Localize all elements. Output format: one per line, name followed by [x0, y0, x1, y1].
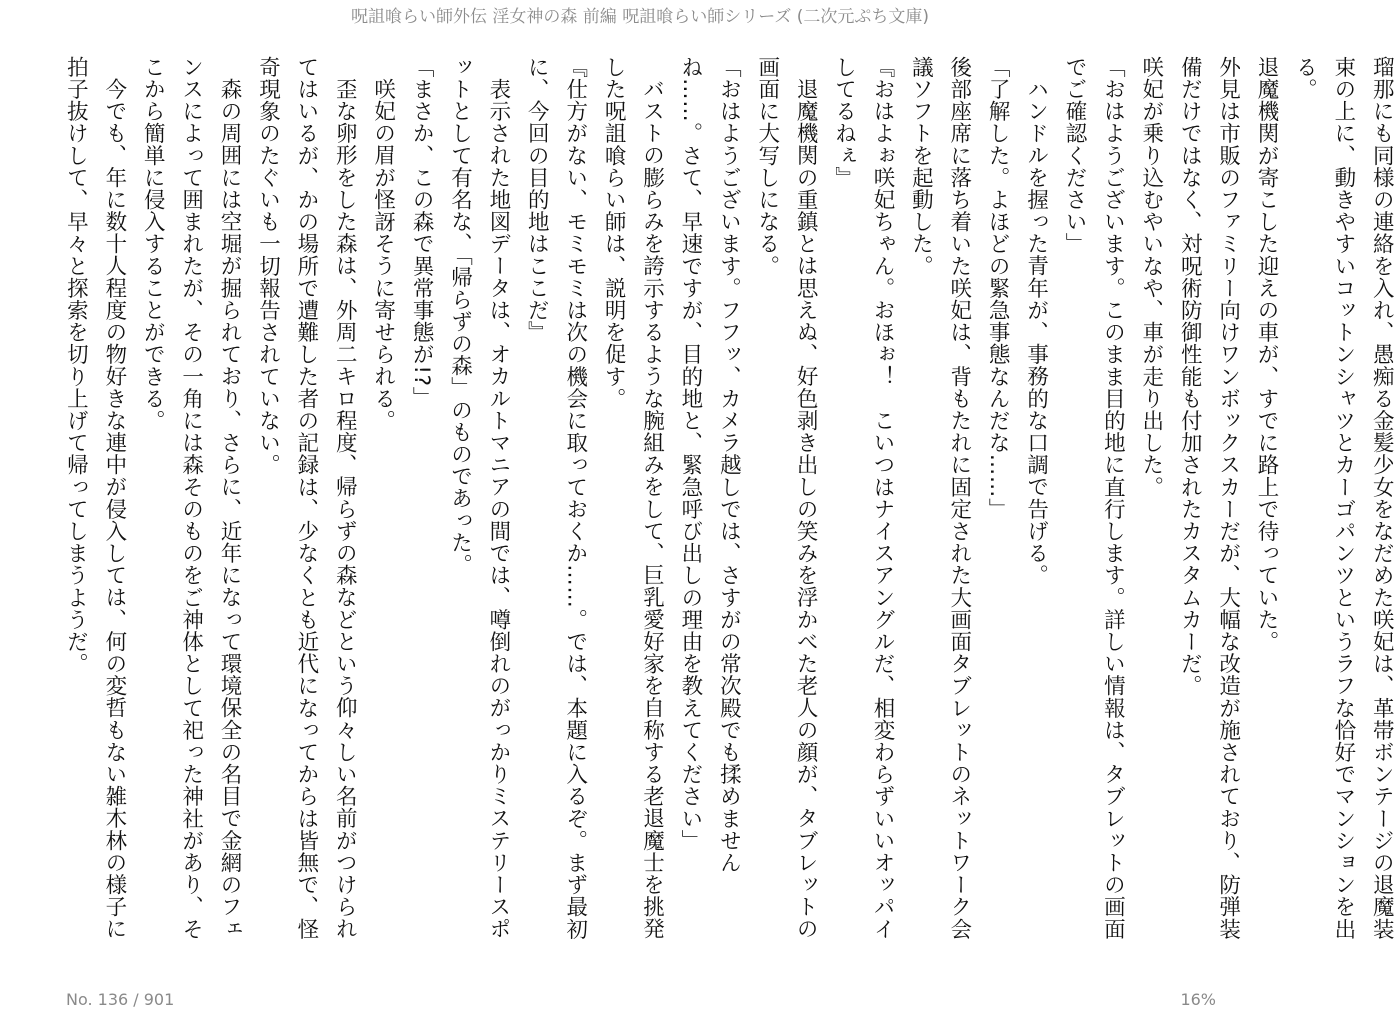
reading-pane[interactable] [56, 56, 1395, 956]
book-title: 呪詛喰らい師外伝 淫女神の森 前編 呪詛喰らい師シリーズ (二次元ぷち文庫) [350, 7, 930, 27]
location-indicator: No. 136 / 901 [66, 990, 175, 1009]
paragraph: 「おはようございます。フフッ、カメラ越しでは、さすがの常次殿でも揉めませんね……。さて、早速ですが、目的地と、緊急呼び出しの理由を教えてください」 [677, 56, 742, 874]
paragraph: 退魔機関の重鎮とは思えぬ、好色剥き出しの笑みを浮かべた老人の顔が、タブレットの画面に大写しになる。 [754, 56, 819, 940]
paragraph: 「了解した。よほどの緊急事態なんだな……」 [985, 56, 1011, 521]
paragraph: 咲妃が乗り込むやいなや、車が走り出した。 [1138, 56, 1164, 498]
paragraph: ハンドルを握った青年が、事務的な口調で告げる。 [1023, 77, 1049, 586]
page-text [56, 56, 1400, 948]
paragraph: 表示された地図データは、オカルトマニアの間では、噂倒れのがっかりミステリースポットとして有名な、「帰らずの森」のものであった。 [447, 56, 511, 940]
progress-percent: 16% [1180, 990, 1216, 1009]
paragraph: 『おはよぉ咲妃ちゃん。おほぉ！ こいつはナイスアングルだ、相変わらずいいオッパイしてるねぇ』 [831, 56, 895, 940]
paragraph: 『仕方がない、モミモミは次の機会に取っておくか……。では、本題に入るぞ。まず最初に、今回の目的地はここだ』 [524, 56, 588, 940]
paragraph: 咲妃の眉が怪訝そうに寄せられる。 [370, 77, 396, 432]
paragraph: 退魔機関が寄こした迎えの車が、すでに路上で待っていた。 [1254, 56, 1279, 653]
paragraph: バストの膨らみを誇示するような腕組みをして、巨乳愛好家を自称する老退魔士を挑発した呪詛喰らい師は、説明を促す。 [601, 56, 665, 940]
paragraph: 歪な卵形をした森は、外周二キロ程度、帰らずの森などという仰々しい名前がつけられてはいるが、かの場所で遭難した者の記録は、少なくとも近代になってからは皆無で、怪奇現象のたぐいも一切報告されていない。 [255, 56, 358, 940]
paragraph: 今でも、年に数十人程度の物好きな連中が侵入しては、何の変哲もない雑木林の様子に拍子抜けして、早々と探索を切り上げて帰ってしまうようだ。 [63, 56, 127, 940]
paragraph: 「おはようございます。このまま目的地に直行します。詳しい情報は、タブレットの画面でご確認ください」 [1061, 56, 1126, 940]
paragraph: 瑠那にも同様の連絡を入れ、愚痴る金髪少女をなだめた咲妃は、革帯ボンテージの退魔装束の上に、動きやすいコットンシャツとカーゴパンツというラフな恰好でマンションを出る。 [1292, 56, 1395, 940]
paragraph: 「まさか、この森で異常事態が!?」 [409, 56, 435, 409]
paragraph: 後部座席に落ち着いた咲妃は、背もたれに固定された大画面タブレットのネットワーク会議ソフトを起動した。 [908, 56, 972, 940]
paragraph: 森の周囲には空堀が掘られており、さらに、近年になって環境保全の名目で金網のフェンスによって囲まれたが、その一角には森そのものをご神体として祀った神社があり、そこから簡単に侵入することができる。 [140, 56, 243, 940]
paragraph: 外見は市販のファミリー向けワンボックスカーだが、大幅な改造が施されており、防弾装備だけではなく、対呪術防御性能も付加されたカスタムカーだ。 [1177, 56, 1241, 940]
